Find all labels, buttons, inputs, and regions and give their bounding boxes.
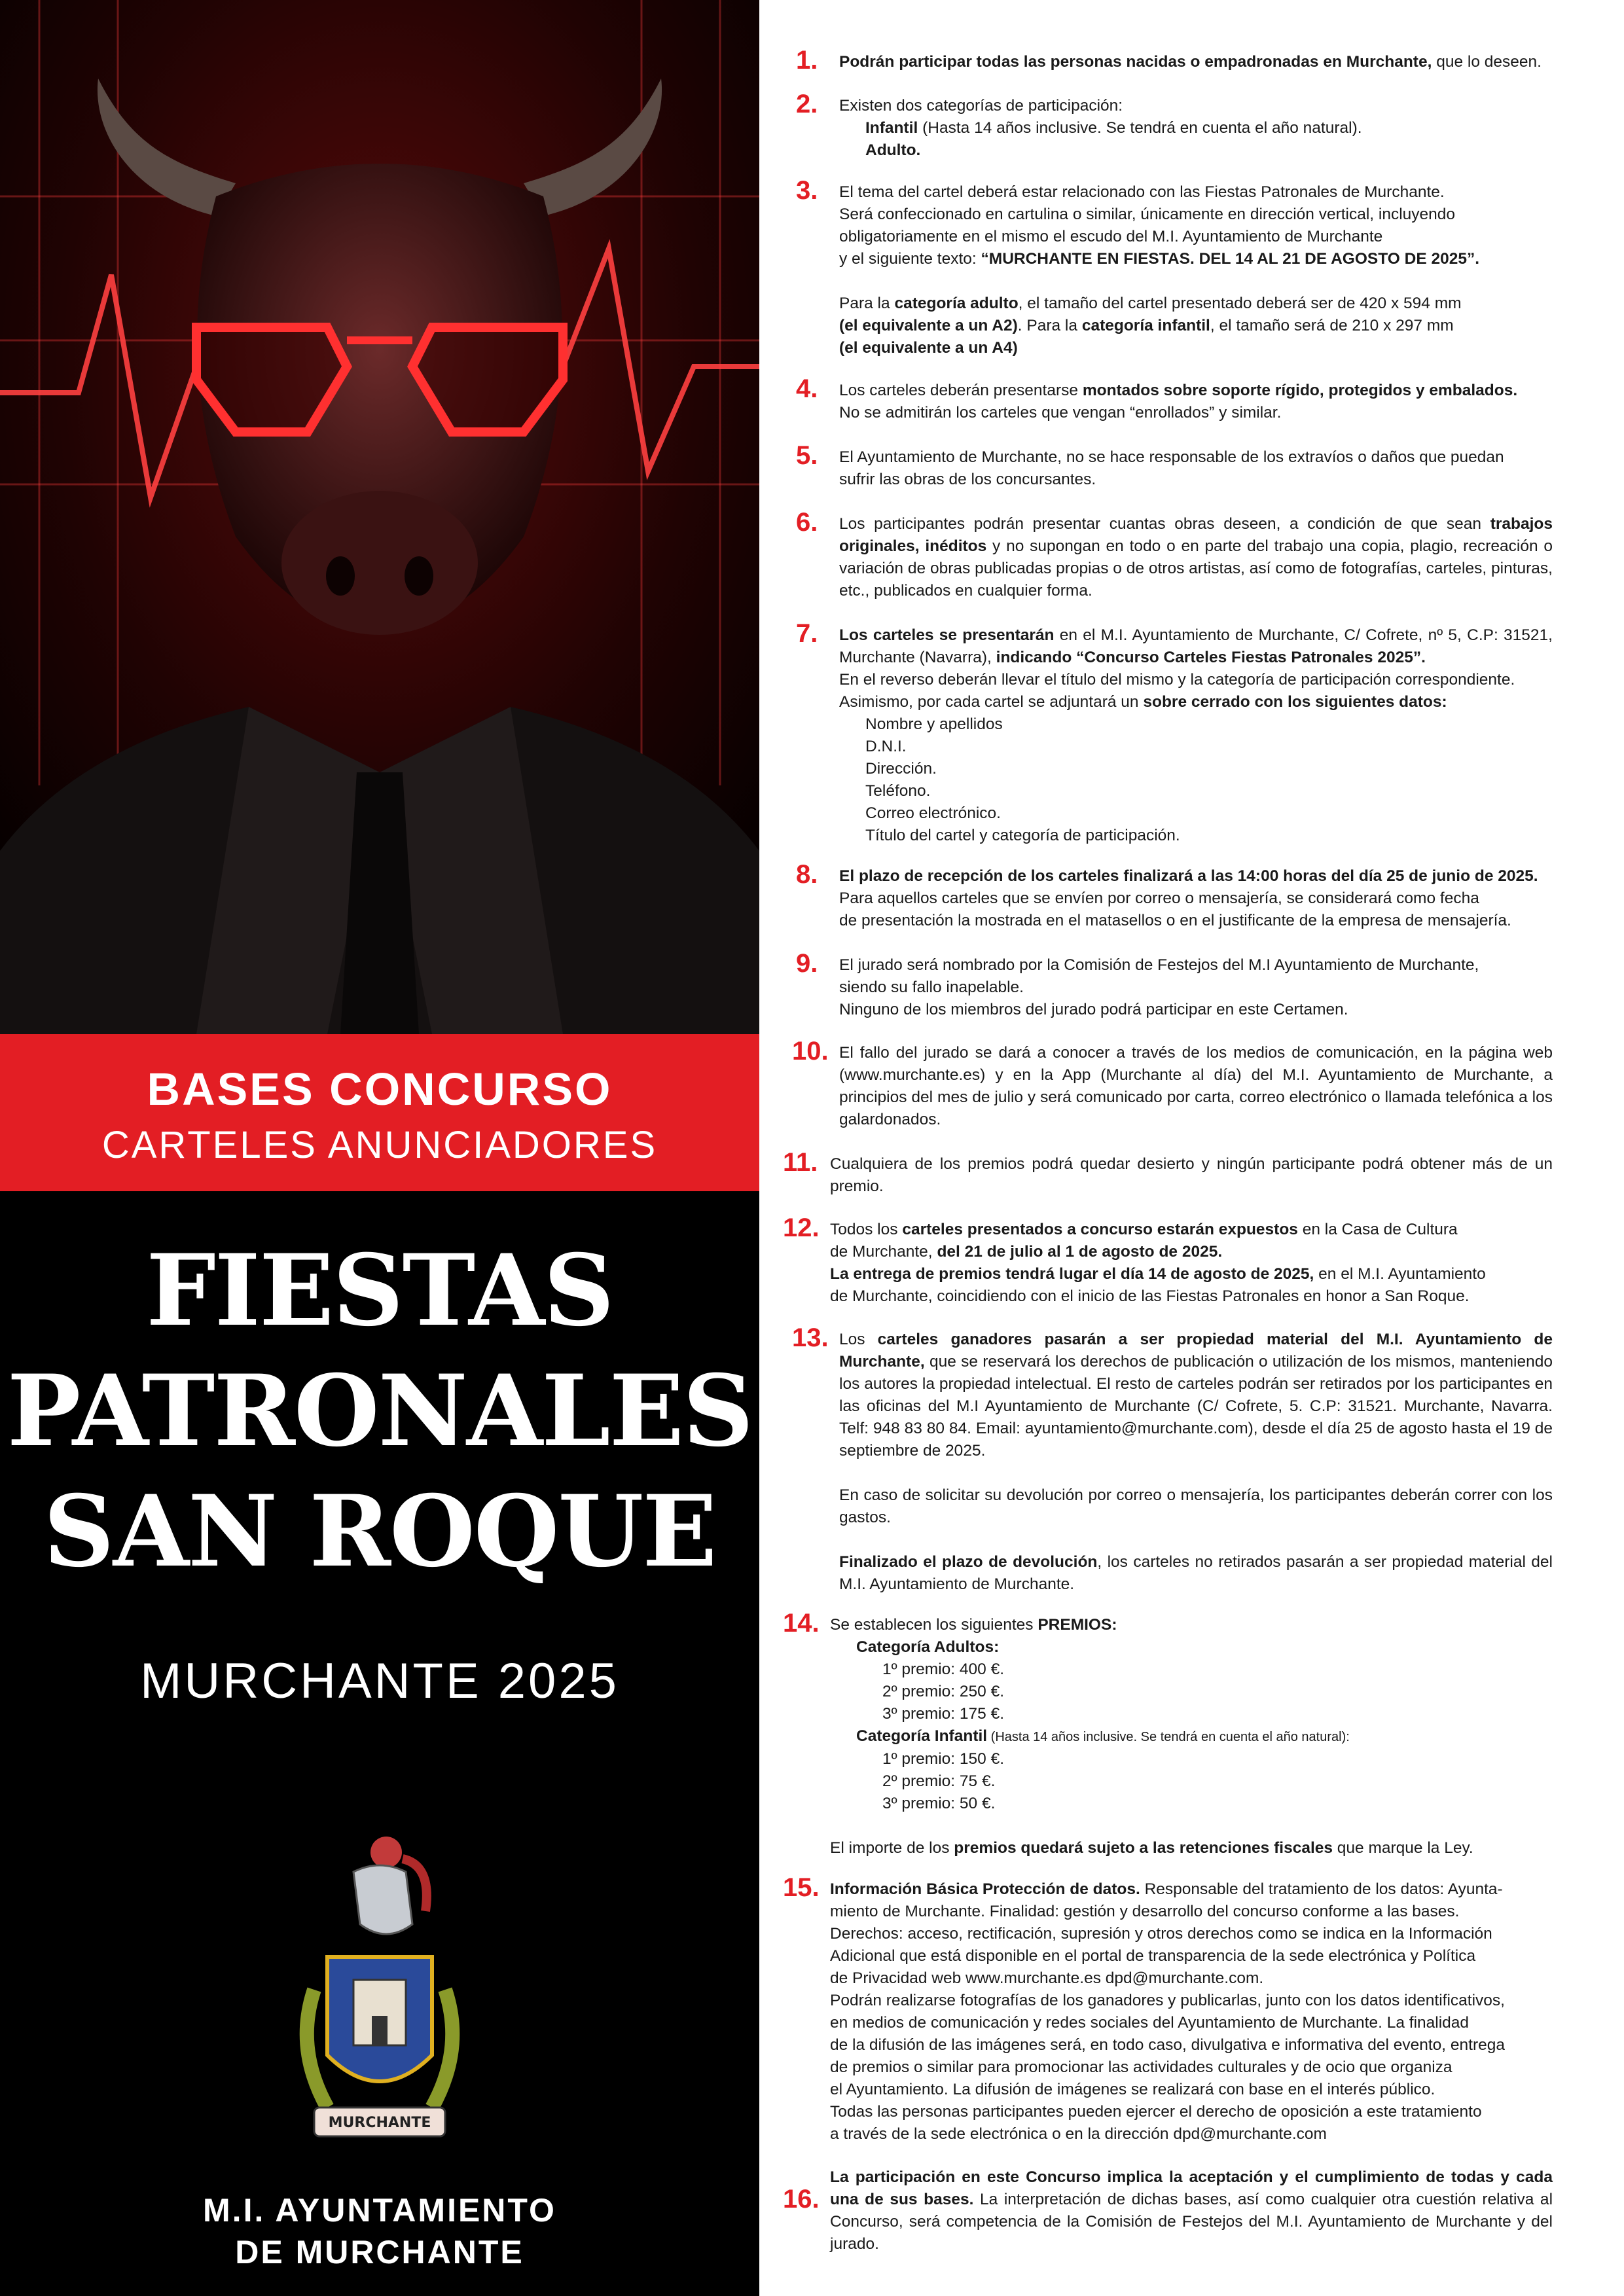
rule-text: en la Casa de Cultura [1297,1221,1458,1238]
rule-text: Para aquellos carteles que se envíen por correo o mensajería, se considerará como fecha [839,889,1479,907]
rule-text-bold: Finalizado el plazo de devolución [839,1553,1098,1571]
rule-text: de premios o similar para promocionar las actividades culturales y de ocio que organiza [830,2058,1453,2076]
rule-text: , los carteles no retirados pasarán a ser propiedad material del M.I. Ayuntamiento de Murchante. [839,1553,1553,1593]
rule-text: Para la [839,295,895,312]
rule-text: Todas las personas participantes pueden ejercer el derecho de oposición a este tratamiento [830,2103,1482,2121]
rule-number: 8. [796,860,818,889]
title-line-1: FIESTAS [146,1233,613,1348]
crest-label: MURCHANTE [328,2115,431,2131]
rule-text: de Murchante, [830,1243,937,1261]
rule-text-bold: trabajos originales, inéditos [839,515,1553,555]
rule-text-bold: La entrega de premios tendrá lugar el día 14 de agosto de 2025, [830,1265,1314,1283]
rule-text: miento de Murchante. Finalidad: gestión y desarrollo del concurso conforme a las bases. [830,1903,1460,1920]
category-adulto: Adulto. [865,141,921,159]
list-item: Nombre y apellidos [865,715,1003,733]
rule-text: que lo deseen. [1432,53,1542,71]
rule-text: en el M.I. Ayuntamiento de Murchante, C/ Cofrete, nº 5, C.P: 31521, Murchante (Navarra), [839,626,1553,666]
rule-text-bold: del 21 de julio al 1 de agosto de 2025. [937,1243,1223,1261]
rule-number: 16. [783,2185,820,2214]
rule-text: Adicional que está disponible en el portal de transparencia de la sede electrónica y Política [830,1947,1476,1965]
rule-text: que marque la Ley. [1333,1839,1473,1857]
rule-text: en el M.I. Ayuntamiento [1314,1265,1486,1283]
list-item: Correo electrónico. [865,804,1001,822]
list-item: Dirección. [865,760,937,778]
rule-text: El importe de los [830,1839,954,1857]
rule-number: 4. [796,374,818,403]
rule-text: (Hasta 14 años inclusive. Se tendrá en cuenta el año natural). [918,119,1362,137]
rule-text: siendo su fallo inapelable. [839,978,1024,996]
rule-text: Cualquiera de los premios podrá quedar desierto y ningún participante podrá obtener más de un premio. [830,1155,1553,1195]
rule-number: 15. [783,1873,820,1902]
prize-item: 3º premio: 175 €. [882,1705,1004,1723]
prize-item: 1º premio: 150 €. [882,1750,1004,1768]
rule-text: y el siguiente texto: [839,250,981,268]
rule-text-bold: Información Básica Protección de datos. [830,1880,1140,1898]
rule-text: a través de la sede electrónica o en la dirección dpd@murchante.com [830,2125,1327,2143]
rule-text: Asimismo, por cada cartel se adjuntará un [839,693,1144,711]
rule-text: y no supongan en todo o en parte del trabajo una copia, plagio, recreación o variación de obras publicadas propias o de otros artistas, así como de fotografías, carteles, pinturas, etc., publicados en cualquier forma. [839,537,1553,600]
rule-number: 14. [783,1609,820,1638]
rule-text-bold: Podrán participar todas las personas nacidas o empadronadas en Murchante, [839,53,1432,71]
rule-text: Será confeccionado en cartulina o similar, únicamente en dirección vertical, incluyendo [839,206,1456,223]
rule-text: que se reservará los derechos de publicación o utilización de los mismos, manteniendo los autores la propiedad intelectual. El resto de carteles podrán ser retirados por los participantes en las oficinas del M.I Ayuntamiento de Murchante (C/ Cofrete, 5. C.P: 31521. Murchante, Navarra. Telf: 948 83 80 84. Email: ayuntamiento@murchante.com), desde el día 25 de agosto hasta el 19 de septiembre de 2025. [839,1353,1553,1460]
rule-text-bold: carteles ganadores pasarán a ser propiedad material del M.I. Ayuntamiento de Murchante, [839,1331,1553,1371]
rule-number: 6. [796,508,818,537]
rule-text: Derechos: acceso, rectificación, supresión y otros derechos como se indica en la Información [830,1925,1492,1943]
rule-text: Podrán realizarse fotografías de los ganadores y publicarlas, junto con los datos identificativos, [830,1992,1505,2009]
rule-text: Responsable del tratamiento de los datos: Ayunta- [1140,1880,1503,1898]
organizer [0,2189,759,2273]
rule-number: 9. [796,949,818,978]
banner-title: BASES CONCURSO [147,1064,613,1115]
rule-text: El tema del cartel deberá estar relacionado con las Fiestas Patronales de Murchante. [839,183,1445,201]
rule-text-bold: indicando “Concurso Carteles Fiestas Patronales 2025”. [996,649,1426,666]
bull-image [0,0,759,1034]
rule-text: El jurado será nombrado por la Comisión de Festejos del M.I Ayuntamiento de Murchante, [839,956,1479,974]
rules-panel [759,0,1624,2296]
banner-subtitle: CARTELES ANUNCIADORES [101,1124,658,1166]
rule-text-bold: (el equivalente a un A2) [839,317,1018,334]
rule-text: Los [839,1331,878,1348]
title-line-3: SAN ROQUE [43,1474,716,1589]
list-item: Título del cartel y categoría de participación. [865,827,1180,844]
rule-text: El fallo del jurado se dará a conocer a través de los medios de comunicación, en la página web (www.murchante.es) y en la App (Murchante al día) del M.I. Ayuntamiento de Murchante, a principios del mes de julio y será comunicado por carta, correo electrónico o llamada telefónica a los galardonados. [839,1044,1553,1128]
contest-banner [0,1034,759,1191]
rule-number: 12. [783,1213,820,1242]
rule-text: de la difusión de las imágenes será, en todo caso, divulgativa e informativa del evento, entrega [830,2036,1505,2054]
rule-text: En caso de solicitar su devolución por correo o mensajería, los participantes deberán correr con los gastos. [839,1486,1553,1526]
rule-text-bold: montados sobre soporte rígido, protegidos y embalados. [1082,382,1518,399]
rule-text-bold: categoría adulto [894,295,1019,312]
rule-text: Existen dos categorías de participación: [839,97,1123,115]
title-line-2: PATRONALES [7,1354,753,1469]
rule-text-bold: PREMIOS: [1038,1616,1117,1634]
rule-text-bold: (el equivalente a un A4) [839,339,1018,357]
rule-text-bold: El plazo de recepción de los carteles finalizará a las 14:00 horas del día 25 de junio de 2025. [839,867,1538,885]
rule-number: 2. [796,90,818,118]
prize-item: 1º premio: 400 €. [882,1660,1004,1678]
rule-number: 13. [792,1323,829,1352]
rule-text: sufrir las obras de los concursantes. [839,471,1096,488]
rule-number: 10. [792,1037,829,1066]
town-crest-icon [288,1833,471,2160]
rule-text: El Ayuntamiento de Murchante, no se hace responsable de los extravíos o daños que puedan [839,448,1504,466]
category-infantil: Infantil [865,119,918,137]
bull-illustration [0,0,759,1034]
rule-text: La interpretación de dichas bases, así como cualquier otra cuestión relativa al Concurso, será competencia de la Comisión de Festejos del M.I. Ayuntamiento de Murchante y del jurado. [830,2191,1553,2253]
rule-number: 5. [796,441,818,470]
rule-text: , el tamaño será de 210 x 297 mm [1210,317,1454,334]
event-year: MURCHANTE 2025 [140,1653,619,1709]
organizer-line-1: M.I. AYUNTAMIENTO [203,2192,556,2229]
rule-text-bold: premios quedará sujeto a las retenciones fiscales [954,1839,1333,1857]
rule-text-bold: sobre cerrado con los siguientes datos: [1143,693,1447,711]
rule-text-bold: carteles presentados a concurso estarán expuestos [902,1221,1298,1238]
rule-text-bold: La participación en este Concurso implica la aceptación y el cumplimiento de todas y cada una de sus bases. [830,2168,1553,2208]
rule-number: 7. [796,619,818,648]
rule-text: No se admitirán los carteles que vengan “enrollados” y similar. [839,404,1282,422]
rule-text-bold: categoría infantil [1081,317,1210,334]
rule-text: obligatoriamente en el mismo el escudo del M.I. Ayuntamiento de Murchante [839,228,1383,245]
poster-panel [0,0,759,2296]
rule-text-bold: “MURCHANTE EN FIESTAS. DEL 14 AL 21 DE AGOSTO DE 2025”. [981,250,1480,268]
rule-text: de Privacidad web www.murchante.es dpd@murchante.com. [830,1969,1264,1987]
list-item: D.N.I. [865,738,907,755]
event-title [0,1230,759,1592]
rule-text: . Para la [1017,317,1082,334]
rule-text: En el reverso deberán llevar el título del mismo y la categoría de participación correspondiente. [839,671,1515,689]
rule-text: (Hasta 14 años inclusive. Se tendrá en cuenta el año natural): [987,1730,1350,1744]
rule-text: de presentación la mostrada en el matasellos o en el justificante de la empresa de mensajería. [839,912,1511,929]
rule-text: Ninguno de los miembros del jurado podrá participar en este Certamen. [839,1001,1348,1018]
list-item: Teléfono. [865,782,931,800]
organizer-line-2: DE MURCHANTE [235,2234,524,2270]
rule-number: 11. [783,1148,818,1177]
rule-text: Los participantes podrán presentar cuantas obras deseen, a condición de que sean [839,515,1490,533]
rule-text: de Murchante, coincidiendo con el inicio de las Fiestas Patronales en honor a San Roque. [830,1287,1470,1305]
prize-category-children: Categoría Infantil [856,1727,988,1745]
prize-item: 2º premio: 250 €. [882,1683,1004,1700]
rule-number: 1. [796,46,818,75]
rule-text-bold: Los carteles se presentarán [839,626,1055,644]
rule-text: Los carteles deberán presentarse [839,382,1083,399]
rule-text: Todos los [830,1221,903,1238]
rule-text: el Ayuntamiento. La difusión de imágenes se realizará con base en el interés público. [830,2081,1435,2098]
rule-text: en medios de comunicación y redes sociales del Ayuntamiento de Murchante. La finalidad [830,2014,1470,2032]
prize-item: 3º premio: 50 €. [882,1795,996,1812]
prize-item: 2º premio: 75 €. [882,1772,996,1790]
rule-number: 3. [796,176,818,205]
rule-text: , el tamaño del cartel presentado deberá ser de 420 x 594 mm [1018,295,1462,312]
prize-category-adults: Categoría Adultos: [856,1638,1000,1656]
rule-text: Se establecen los siguientes [830,1616,1038,1634]
